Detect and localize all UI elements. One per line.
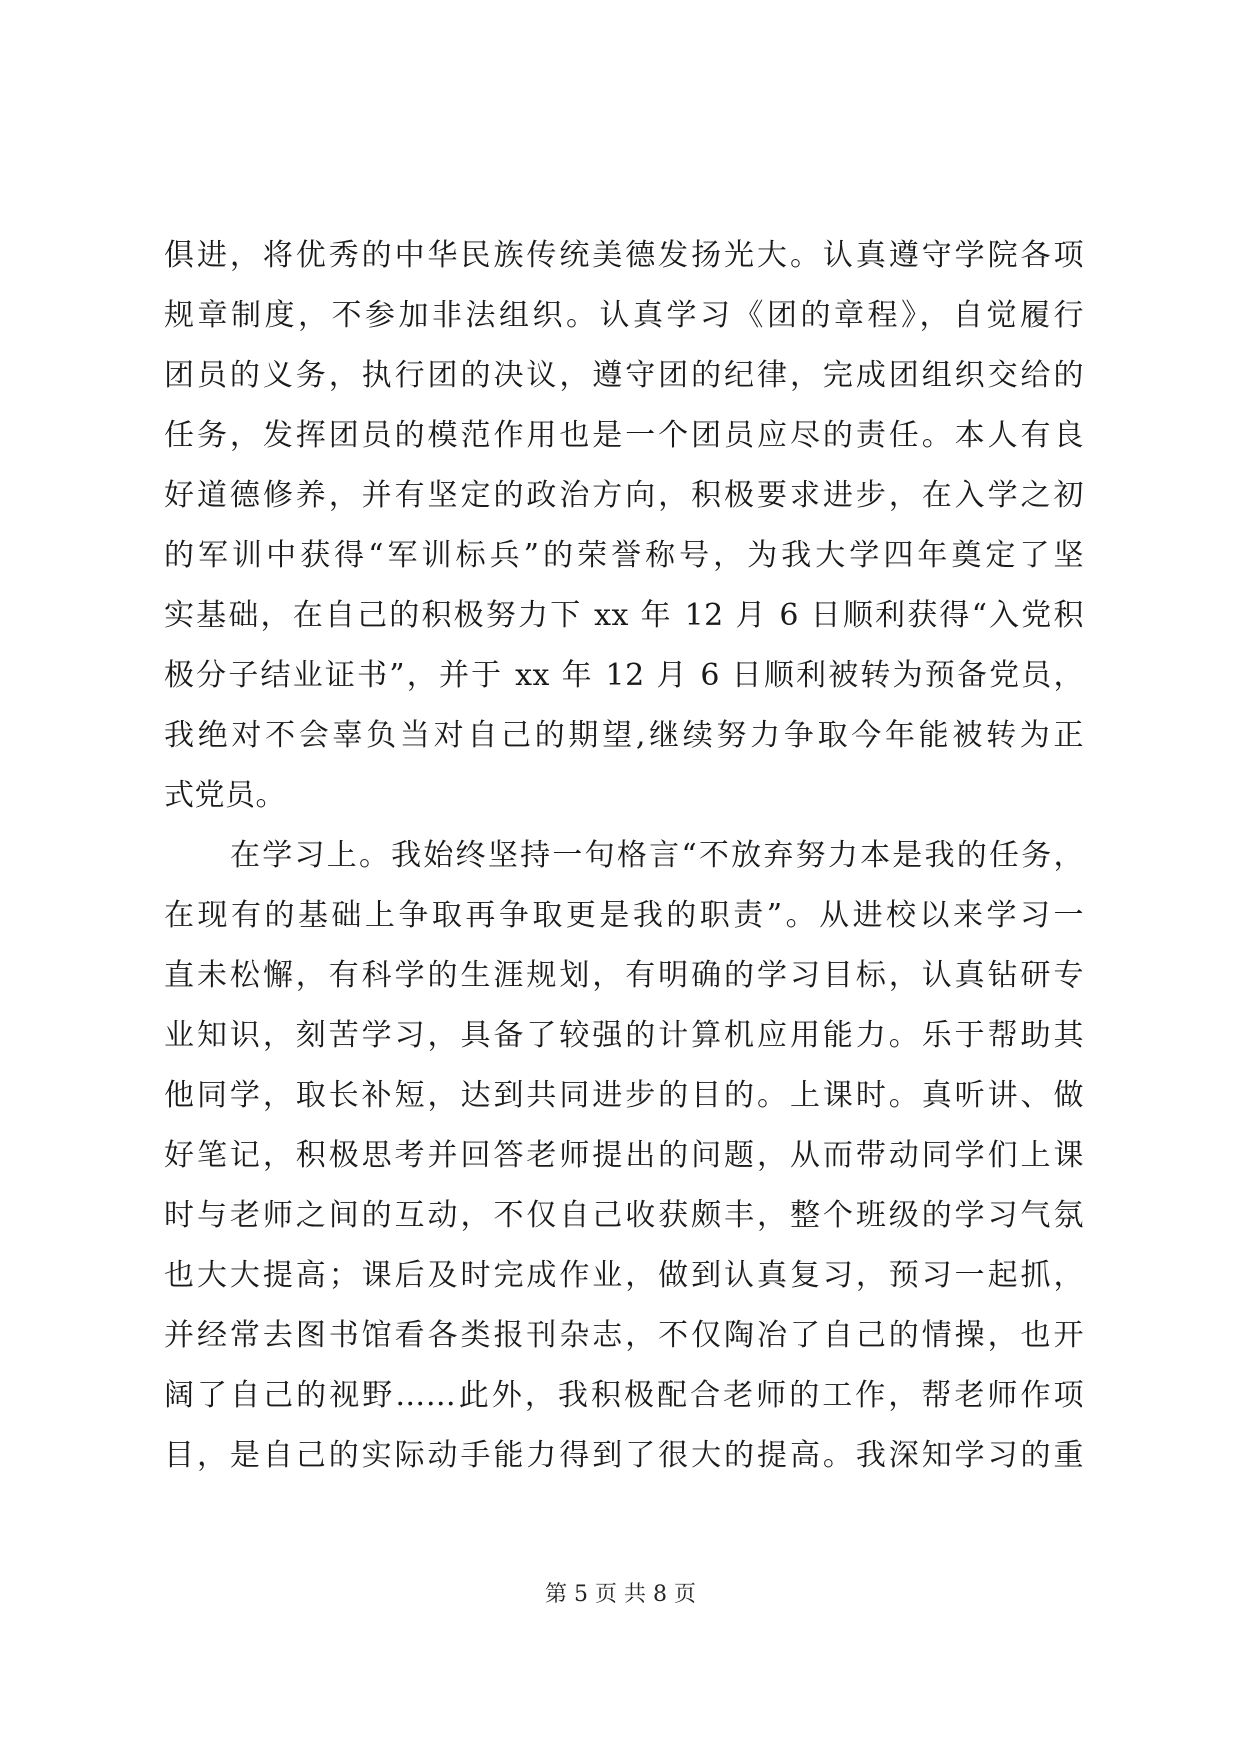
text-line: 在现有的基础上争取再争取更是我的职责”。从进校以来学习一 — [164, 898, 1084, 933]
text-line: 在学习上。我始终坚持一句格言“不放弃努力本是我的任务， — [230, 838, 1084, 873]
text-line: 目，是自己的实际动手能力得到了很大的提高。我深知学习的重 — [164, 1438, 1084, 1473]
page-number-footer: 第 5 页 共 8 页 — [545, 1582, 696, 1607]
paragraph-1 — [164, 226, 1084, 826]
text-line: 规章制度，不参加非法组织。认真学习《团的章程》，自觉履行 — [164, 298, 1084, 333]
text-line: 实基础，在自己的积极努力下 xx 年 12 月 6 日顺利获得“入党积 — [164, 598, 1084, 633]
text-line: 并经常去图书馆看各类报刊杂志，不仅陶冶了自己的情操，也开 — [164, 1318, 1084, 1353]
body-text — [164, 226, 1084, 1486]
text-line: 俱进，将优秀的中华民族传统美德发扬光大。认真遵守学院各项 — [164, 238, 1084, 273]
text-line: 时与老师之间的互动，不仅自己收获颇丰，整个班级的学习气氛 — [164, 1198, 1084, 1233]
text-line: 团员的义务，执行团的决议，遵守团的纪律，完成团组织交给的 — [164, 358, 1084, 393]
paragraph-2 — [164, 826, 1084, 1486]
text-line: 好道德修养，并有坚定的政治方向，积极要求进步，在入学之初 — [164, 478, 1084, 513]
text-line: 阔了自己的视野……此外，我积极配合老师的工作，帮老师作项 — [164, 1378, 1084, 1413]
text-line: 极分子结业证书”，并于 xx 年 12 月 6 日顺利被转为预备党员， — [164, 658, 1084, 693]
text-line: 式党员。 — [164, 778, 286, 813]
text-line: 任务，发挥团员的模范作用也是一个团员应尽的责任。本人有良 — [164, 418, 1084, 453]
text-line: 也大大提高；课后及时完成作业，做到认真复习，预习一起抓， — [164, 1258, 1084, 1293]
text-line: 业知识，刻苦学习，具备了较强的计算机应用能力。乐于帮助其 — [164, 1018, 1084, 1053]
text-line: 好笔记，积极思考并回答老师提出的问题，从而带动同学们上课 — [164, 1138, 1084, 1173]
text-line: 直未松懈，有科学的生涯规划，有明确的学习目标，认真钻研专 — [164, 958, 1084, 993]
text-line: 我绝对不会辜负当对自己的期望,继续努力争取今年能被转为正 — [164, 718, 1084, 753]
text-line: 的军训中获得“军训标兵”的荣誉称号，为我大学四年奠定了坚 — [164, 538, 1084, 573]
text-line: 他同学，取长补短，达到共同进步的目的。上课时。真听讲、做 — [164, 1078, 1084, 1113]
